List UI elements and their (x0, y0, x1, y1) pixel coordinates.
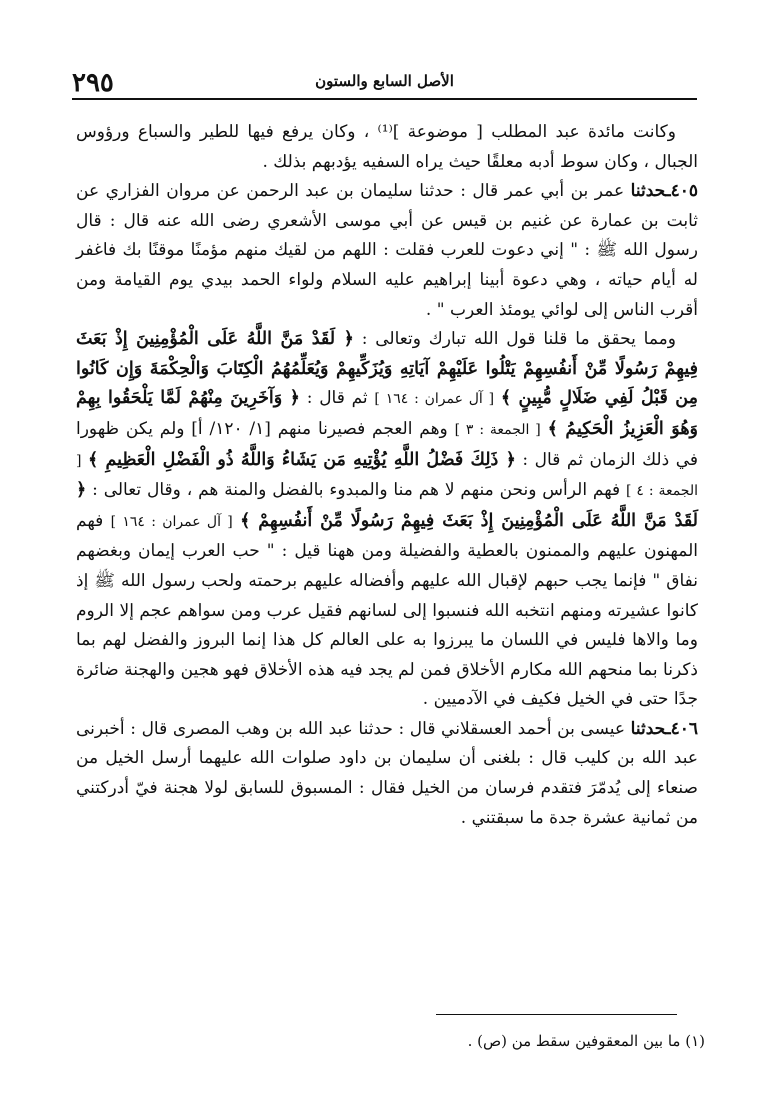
running-title: الأصل السابع والستون (315, 72, 454, 90)
commentary-text: فهم الرأس ونحن منهم لا هم منا والمبدوء بالفضل والمنة هم ، وقال تعالى : (92, 480, 621, 501)
footnote-divider (436, 1014, 677, 1015)
hadith-406 (76, 715, 698, 833)
main-text (76, 118, 698, 833)
footnote: (١) ما بين المعقوفين سقط من (ص) . (467, 1032, 705, 1050)
page-number: ٢٩٥ (72, 68, 114, 98)
hadith-number: ٤٠٦ـ (665, 718, 698, 739)
quran-verse: ﴿ لَقَدْ مَنَّ اللَّهُ عَلَى الْمُؤْمِنِينَ إِذْ بَعَثَ فِيهِمْ رَسُولًا مِّنْ أَنفُسِهِمْ ﴾ (76, 480, 699, 531)
verse-reference: [ آل عمران : ١٦٤ ] (374, 391, 495, 408)
haddathana-label: حدثنا (630, 718, 666, 739)
haddathana-label: حدثنا (630, 181, 666, 202)
commentary-text: فهم المهنون عليهم والممنون بالعطية والفضيلة ومن ههنا قيل : " حب العرب إيمان وبغضهم نفاق " فإنما يجب حبهم لإقبال الله عليهم وأفضاله عليهم برحمته ولحب رسول الله ﷺ إذ كانوا عشيرته ومنهم انتخبه الله فنسبوا إلى لسانهم فقيل عرب ومن سواهم عجم إلا الروم وما والاها فليس في اللسان ما يبرزوا به على العالم كل هذا إنما البروز والفضل لهم بما ذكرنا بما منحهم الله مكارم الأخلاق فمن لم يجد فيه هذه الأخلاق فهو هجين والهجنة ضائرة جدًا حتى في الخيل فكيف في الآدميين . (76, 510, 698, 710)
commentary-text: وهم العجم فصيرنا منهم [١/ ١٢٠/ أ] ولم يكن ظهورا في ذلك الزمان ثم قال : (76, 418, 699, 470)
commentary-text: ومما يحقق ما قلنا قول الله تبارك وتعالى : (361, 329, 676, 350)
hadith-text: عمر بن أبي عمر قال : حدثنا سليمان بن عبد الرحمن عن مروان الفزاري عن ثابت بن عمارة عن غنيم بن قيس عن أبي موسى الأشعري رضى الله عنه قال : قال رسول الله ﷺ : " إني دعوت للعرب فقلت : اللهم من لقيك منهم مؤمنًا موقنًا بك فاغفر له أيام حياته ، وهي دعوة أبينا إبراهيم عليه السلام ولواء الحمد بيدي يوم القيامة ومن أقرب الناس إلى لوائي يومئذ العرب " . (76, 181, 698, 320)
page-header (72, 68, 697, 100)
quran-verse: ﴿ لَقَدْ مَنَّ اللَّهُ عَلَى الْمُؤْمِنِينَ إِذْ بَعَثَ فِيهِمْ رَسُولًا مِّنْ أَنفُسِهِمْ يَتْلُوا عَلَيْهِمْ آيَاتِهِ وَيُزَكِّيهِمْ وَيُعَلِّمُهُمُ الْكِتَابَ وَالْحِكْمَةَ وَإِن كَانُوا مِن قَبْلُ لَفِي ضَلَالٍ مُّبِينٍ ﴾ (76, 329, 698, 409)
verse-reference: [ الجمعة : ٣ ] (454, 421, 541, 438)
paragraph-intro: وكانت مائدة عبد المطلب [ موضوعة ]⁽¹⁾ ، وكان يرفع فيها للطير والسباع ورؤوس الجبال ، وكان سوط أدبه معلقًا حيث يراه السفيه يؤدبهم بذلك . (76, 122, 698, 172)
quran-verse: ﴿ وَآخَرِينَ مِنْهُمْ لَمَّا يَلْحَقُوا بِهِمْ وَهُوَ الْعَزِيزُ الْحَكِيمُ ﴾ (76, 388, 699, 439)
paragraph-commentary (76, 325, 698, 715)
hadith-number: ٤٠٥ـ (665, 181, 698, 202)
quran-verse: ﴿ ذَلِكَ فَضْلُ اللَّهِ يُؤْتِيهِ مَن يَشَاءُ وَاللَّهُ ذُو الْفَضْلِ الْعَظِيمِ ﴾ (88, 449, 516, 470)
verse-reference: [ آل عمران : ١٦٤ ] (110, 513, 233, 530)
commentary-text: ثم قال : (306, 388, 368, 409)
hadith-405 (76, 177, 698, 325)
hadith-text: عيسى بن أحمد العسقلاني قال : حدثنا عبد الله بن وهب المصرى قال : أخبرنى عبد الله بن كليب قال : بلغنى أن سليمان بن داود صلوات الله عليهما أرسل الخيل من صنعاء إلى يُدمّرَ فتقدم فرسان من الخيل فقال : المسبوق للسابق لولا هجنة فيّ أدركتني من ثمانية عشرة جدة ما سبقتني . (76, 718, 698, 828)
verse-reference: [ الجمعة : ٤ ] (76, 452, 698, 500)
